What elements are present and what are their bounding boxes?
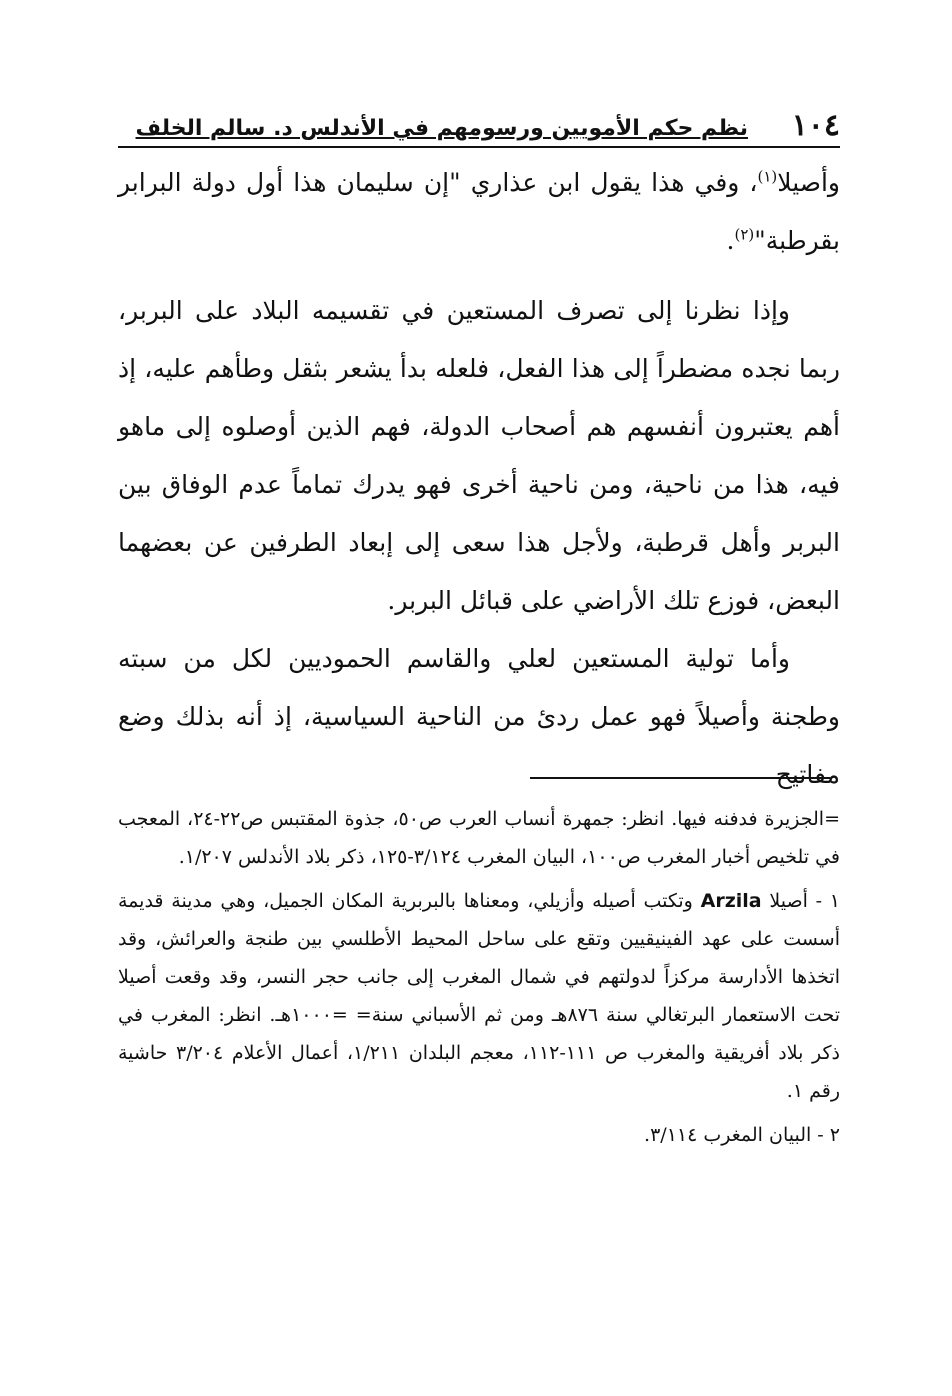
footnote-continued: =الجزيرة فدفنه فيها. انظر: جمهرة أنساب العرب ص٥٠، جذوة المقتبس ص٢٢-٢٤، المعجب في تلخيص أخبار المغرب ص١٠٠، البيان المغرب ٣/١٢٤-١٢٥، ذكر بلاد الأندلس ١/٢٠٧.: [118, 808, 840, 868]
page-header: [118, 108, 840, 148]
footnote-ref-2: (٢): [734, 225, 755, 244]
paragraph-2: وإذا نظرنا إلى تصرف المستعين في تقسيمه البلاد على البربر، ربما نجده مضطراً إلى هذا الفعل، فلعله بدأ يشعر بثقل وطأهم عليه، إذ أهم يعتبرون أنفسهم هم أصحاب الدولة، فهم الذين أوصلوه إلى ماهو فيه، هذا من ناحية، ومن ناحية أخرى فهو يدرك تماماً عدم الوفاق بين البربر وأهل قرطبة، ولأجل هذا سعى إلى إبعاد الطرفين عن بعضهما البعض، فوزع تلك الأراضي على قبائل البربر.: [118, 296, 840, 615]
page-number: ١٠٤: [791, 108, 840, 143]
paragraph-1: [118, 154, 840, 270]
footnote-1-rest: وتكتب أصيله وأزيلي، ومعناها بالبربرية المكان الجميل، وهي مدينة قديمة أسست على عهد الفينيقيين وتقع على ساحل المحيط الأطلسي بين طنجة والعرائش، وقد اتخذها الأدارسة مركزاً لدولتهم في شمال المغرب إلى جانب حجر النسر، وقد وقعت أصيلا تحت الاستعمار البرتغالي سنة ٨٧٦هـ ومن ثم الأسباني سنة= =١٠٠٠هـ. انظر: المغرب في ذكر بلاد أفريقية والمغرب ص ١١١-١١٢، معجم البلدان ١/٢١١، أعمال الأعلام ٣/٢٠٤ حاشية رقم ١.: [118, 890, 841, 1102]
footnote-1-latin: Arzila: [700, 890, 762, 912]
footnote-ref-1: (١): [757, 167, 778, 186]
paragraph-3: وأما تولية المستعين لعلي والقاسم الحموديين لكل من سبته وطجنة وأصيلاً فهو عمل ردئ من الناحية السياسية، إذ أنه بذلك وضع مفاتيح: [118, 644, 840, 789]
running-title: نظم حكم الأمويين ورسومهم في الأندلس د. سالم الخلف: [135, 116, 748, 141]
main-text: [118, 154, 840, 804]
paragraph-1-end: .: [726, 226, 735, 255]
footnote-2: ٢ - البيان المغرب ٣/١١٤.: [644, 1124, 840, 1146]
footnote-1: [118, 882, 840, 1110]
footnotes: [118, 800, 840, 1160]
paragraph-1-start: وأصيلا: [777, 168, 840, 197]
paragraph-1-rest: ، وفي هذا يقول ابن عذاري "إن سليمان هذا أول دولة البرابر بقرطبة": [118, 168, 840, 255]
footnote-1-start: ١ - أصيلا: [769, 890, 841, 912]
footnote-separator: [530, 777, 830, 779]
